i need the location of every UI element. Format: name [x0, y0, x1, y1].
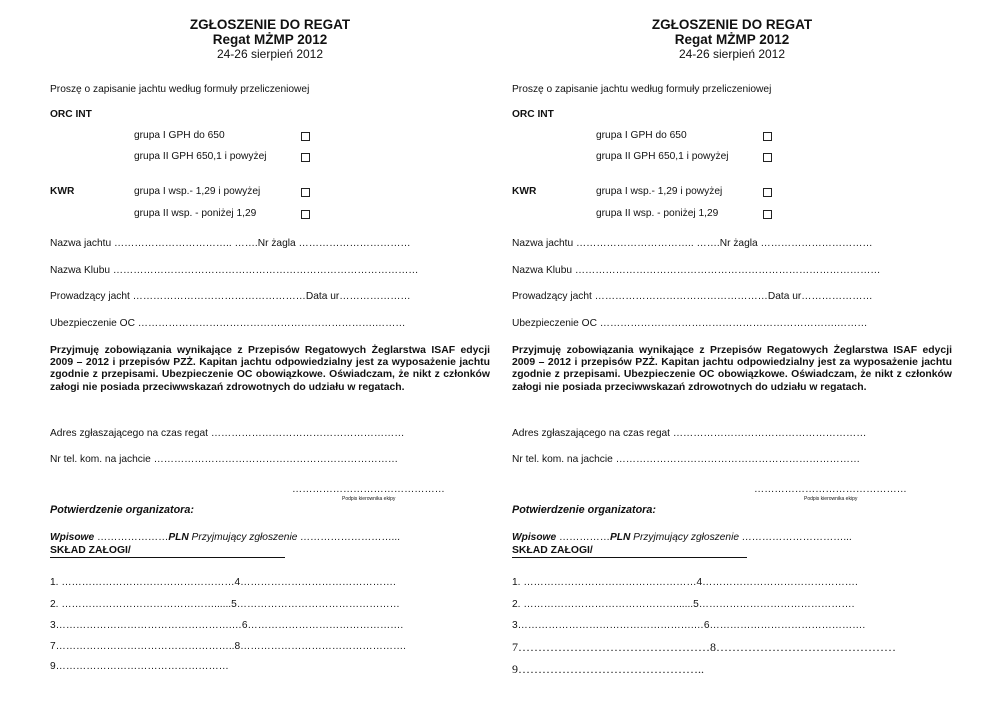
form-title: ZGŁOSZENIE DO REGAT	[651, 17, 813, 32]
club-name-field[interactable]: Nazwa Klubu ………………………………………………………………………………	[512, 265, 881, 276]
crew-line[interactable]: 3…………………………………………….…6……………………………………….	[512, 620, 866, 631]
fee-dots: …………………	[94, 532, 169, 543]
crew-line[interactable]: 2. ………………………………………......5……………………………………….	[512, 599, 855, 610]
insurance-field[interactable]: Ubezpieczenie OC …………………………………………………………….………	[50, 318, 406, 329]
declaration-text: Przyjmuję zobowiązania wynikające z Przepisów Regatowych Żeglarstwa ISAF edycji 2009 – 2012 i przepisów PZŻ. Kapitan jachtu odpowiedzialny jest za wyposażenie jachtu zgodnie z przepisami. Ubezpieczenie OC obowiązkowe. Oświadczam, że nikt z członków załogi nie posiada przeciwwskazań zdrowotnych do udziału w regatach.	[512, 345, 952, 393]
kwr-label: KWR	[50, 186, 75, 197]
crew-line[interactable]: 9……………………………………………	[50, 661, 229, 672]
signature-caption: Podpis kierownika ekipy	[804, 496, 858, 502]
organizer-confirmation: Potwierdzenie organizatora:	[512, 504, 656, 516]
signature-line[interactable]: ………………………………………	[754, 484, 907, 495]
kwr-option-2-checkbox[interactable]	[301, 210, 310, 219]
orc-option-1: grupa I GPH do 650	[596, 130, 687, 141]
kwr-option-1-checkbox[interactable]	[301, 188, 310, 197]
address-field[interactable]: Adres zgłaszającego na czas regat …………………………………………………	[512, 428, 867, 439]
registration-form-left	[50, 0, 490, 701]
kwr-option-1-checkbox[interactable]	[763, 188, 772, 197]
orc-option-2-checkbox[interactable]	[763, 153, 772, 162]
form-dates: 24-26 sierpień 2012	[678, 47, 786, 61]
form-dates: 24-26 sierpień 2012	[216, 47, 324, 61]
registration-form-right	[512, 0, 952, 701]
crew-line[interactable]: 7……………………………………………..8………………………………………….	[50, 641, 407, 652]
crew-line[interactable]: 2. ………………………………………......5…………………………………………	[50, 599, 400, 610]
declaration-text: Przyjmuję zobowiązania wynikające z Przepisów Regatowych Żeglarstwa ISAF edycji 2009 – 2012 i przepisów PZŻ. Kapitan jachtu odpowiedzialny jest za wyposażenie jachtu zgodnie z przepisami. Ubezpieczenie OC obowiązkowe. Oświadczam, że nikt z członków załogi nie posiada przeciwwskazań zdrowotnych do udziału w regatach.	[50, 345, 490, 393]
phone-field[interactable]: Nr tel. kom. na jachcie ………………………………………………………………	[512, 454, 861, 465]
yacht-name-field[interactable]: Nazwa jachtu …………………………….. …….Nr żagla ……………………………	[512, 238, 873, 249]
fee-label: Wpisowe	[512, 532, 557, 543]
fee-label: Wpisowe	[50, 532, 95, 543]
signature-line[interactable]: ………………………………………	[292, 484, 445, 495]
yacht-name-field[interactable]: Nazwa jachtu …………………………….. …….Nr żagla ……………………………	[50, 238, 411, 249]
fee-currency: PLN	[168, 532, 189, 543]
kwr-option-1: grupa I wsp.- 1,29 i powyżej	[596, 186, 723, 197]
crew-line[interactable]: 9………………………………………..	[512, 662, 704, 676]
fee-currency: PLN	[609, 532, 631, 543]
skipper-field[interactable]: Prowadzący jacht ……………………………………………Data ur…………………	[512, 291, 873, 302]
entry-fee-line[interactable]	[512, 532, 852, 543]
skipper-field[interactable]: Prowadzący jacht ……………………………………………Data ur…………………	[50, 291, 411, 302]
crew-header: SKŁAD ZAŁOGI/	[512, 545, 747, 558]
form-subtitle: Regat MŻMP 2012	[674, 32, 790, 47]
entry-fee-line[interactable]	[50, 532, 400, 543]
orc-option-2-checkbox[interactable]	[301, 153, 310, 162]
fee-dots: ……………	[556, 532, 610, 543]
orc-option-2: grupa II GPH 650,1 i powyżej	[134, 151, 267, 162]
form-subtitle: Regat MŻMP 2012	[212, 32, 328, 47]
kwr-label: KWR	[512, 186, 537, 197]
insurance-field[interactable]: Ubezpieczenie OC …………………………………………………………….………	[512, 318, 868, 329]
crew-line[interactable]: 1. ……………………………………………4……………………………………….	[50, 577, 396, 588]
orc-option-1: grupa I GPH do 650	[134, 130, 225, 141]
signature-caption: Podpis kierownika ekipy	[342, 496, 396, 502]
address-field[interactable]: Adres zgłaszającego na czas regat …………………………………………………	[50, 428, 405, 439]
club-name-field[interactable]: Nazwa Klubu ………………………………………………………………………………	[50, 265, 419, 276]
crew-line[interactable]: 3…………………………………………….…6……………………………………….	[50, 620, 404, 631]
request-line: Proszę o zapisanie jachtu według formuły przeliczeniowej	[50, 84, 310, 95]
request-line: Proszę o zapisanie jachtu według formuły przeliczeniowej	[512, 84, 772, 95]
kwr-option-2-checkbox[interactable]	[763, 210, 772, 219]
fee-receiver: Przyjmujący zgłoszenie ………………………...	[188, 532, 401, 543]
organizer-confirmation: Potwierdzenie organizatora:	[50, 504, 194, 516]
kwr-option-2: grupa II wsp. - poniżej 1,29	[134, 208, 257, 219]
crew-line[interactable]: 1. ……………………………………………4……………………………………….	[512, 577, 858, 588]
form-title: ZGŁOSZENIE DO REGAT	[189, 17, 351, 32]
crew-line[interactable]: 7…………………………………………8………………………………………	[512, 640, 896, 654]
kwr-option-2: grupa II wsp. - poniżej 1,29	[596, 208, 719, 219]
orc-option-2: grupa II GPH 650,1 i powyżej	[596, 151, 729, 162]
orc-label: ORC INT	[512, 109, 554, 120]
crew-header: SKŁAD ZAŁOGI/	[50, 545, 285, 558]
phone-field[interactable]: Nr tel. kom. na jachcie ………………………………………………………………	[50, 454, 399, 465]
fee-receiver: Przyjmujący zgłoszenie …………………………...	[630, 532, 853, 543]
orc-label: ORC INT	[50, 109, 92, 120]
kwr-option-1: grupa I wsp.- 1,29 i powyżej	[134, 186, 261, 197]
orc-option-1-checkbox[interactable]	[763, 132, 772, 141]
orc-option-1-checkbox[interactable]	[301, 132, 310, 141]
